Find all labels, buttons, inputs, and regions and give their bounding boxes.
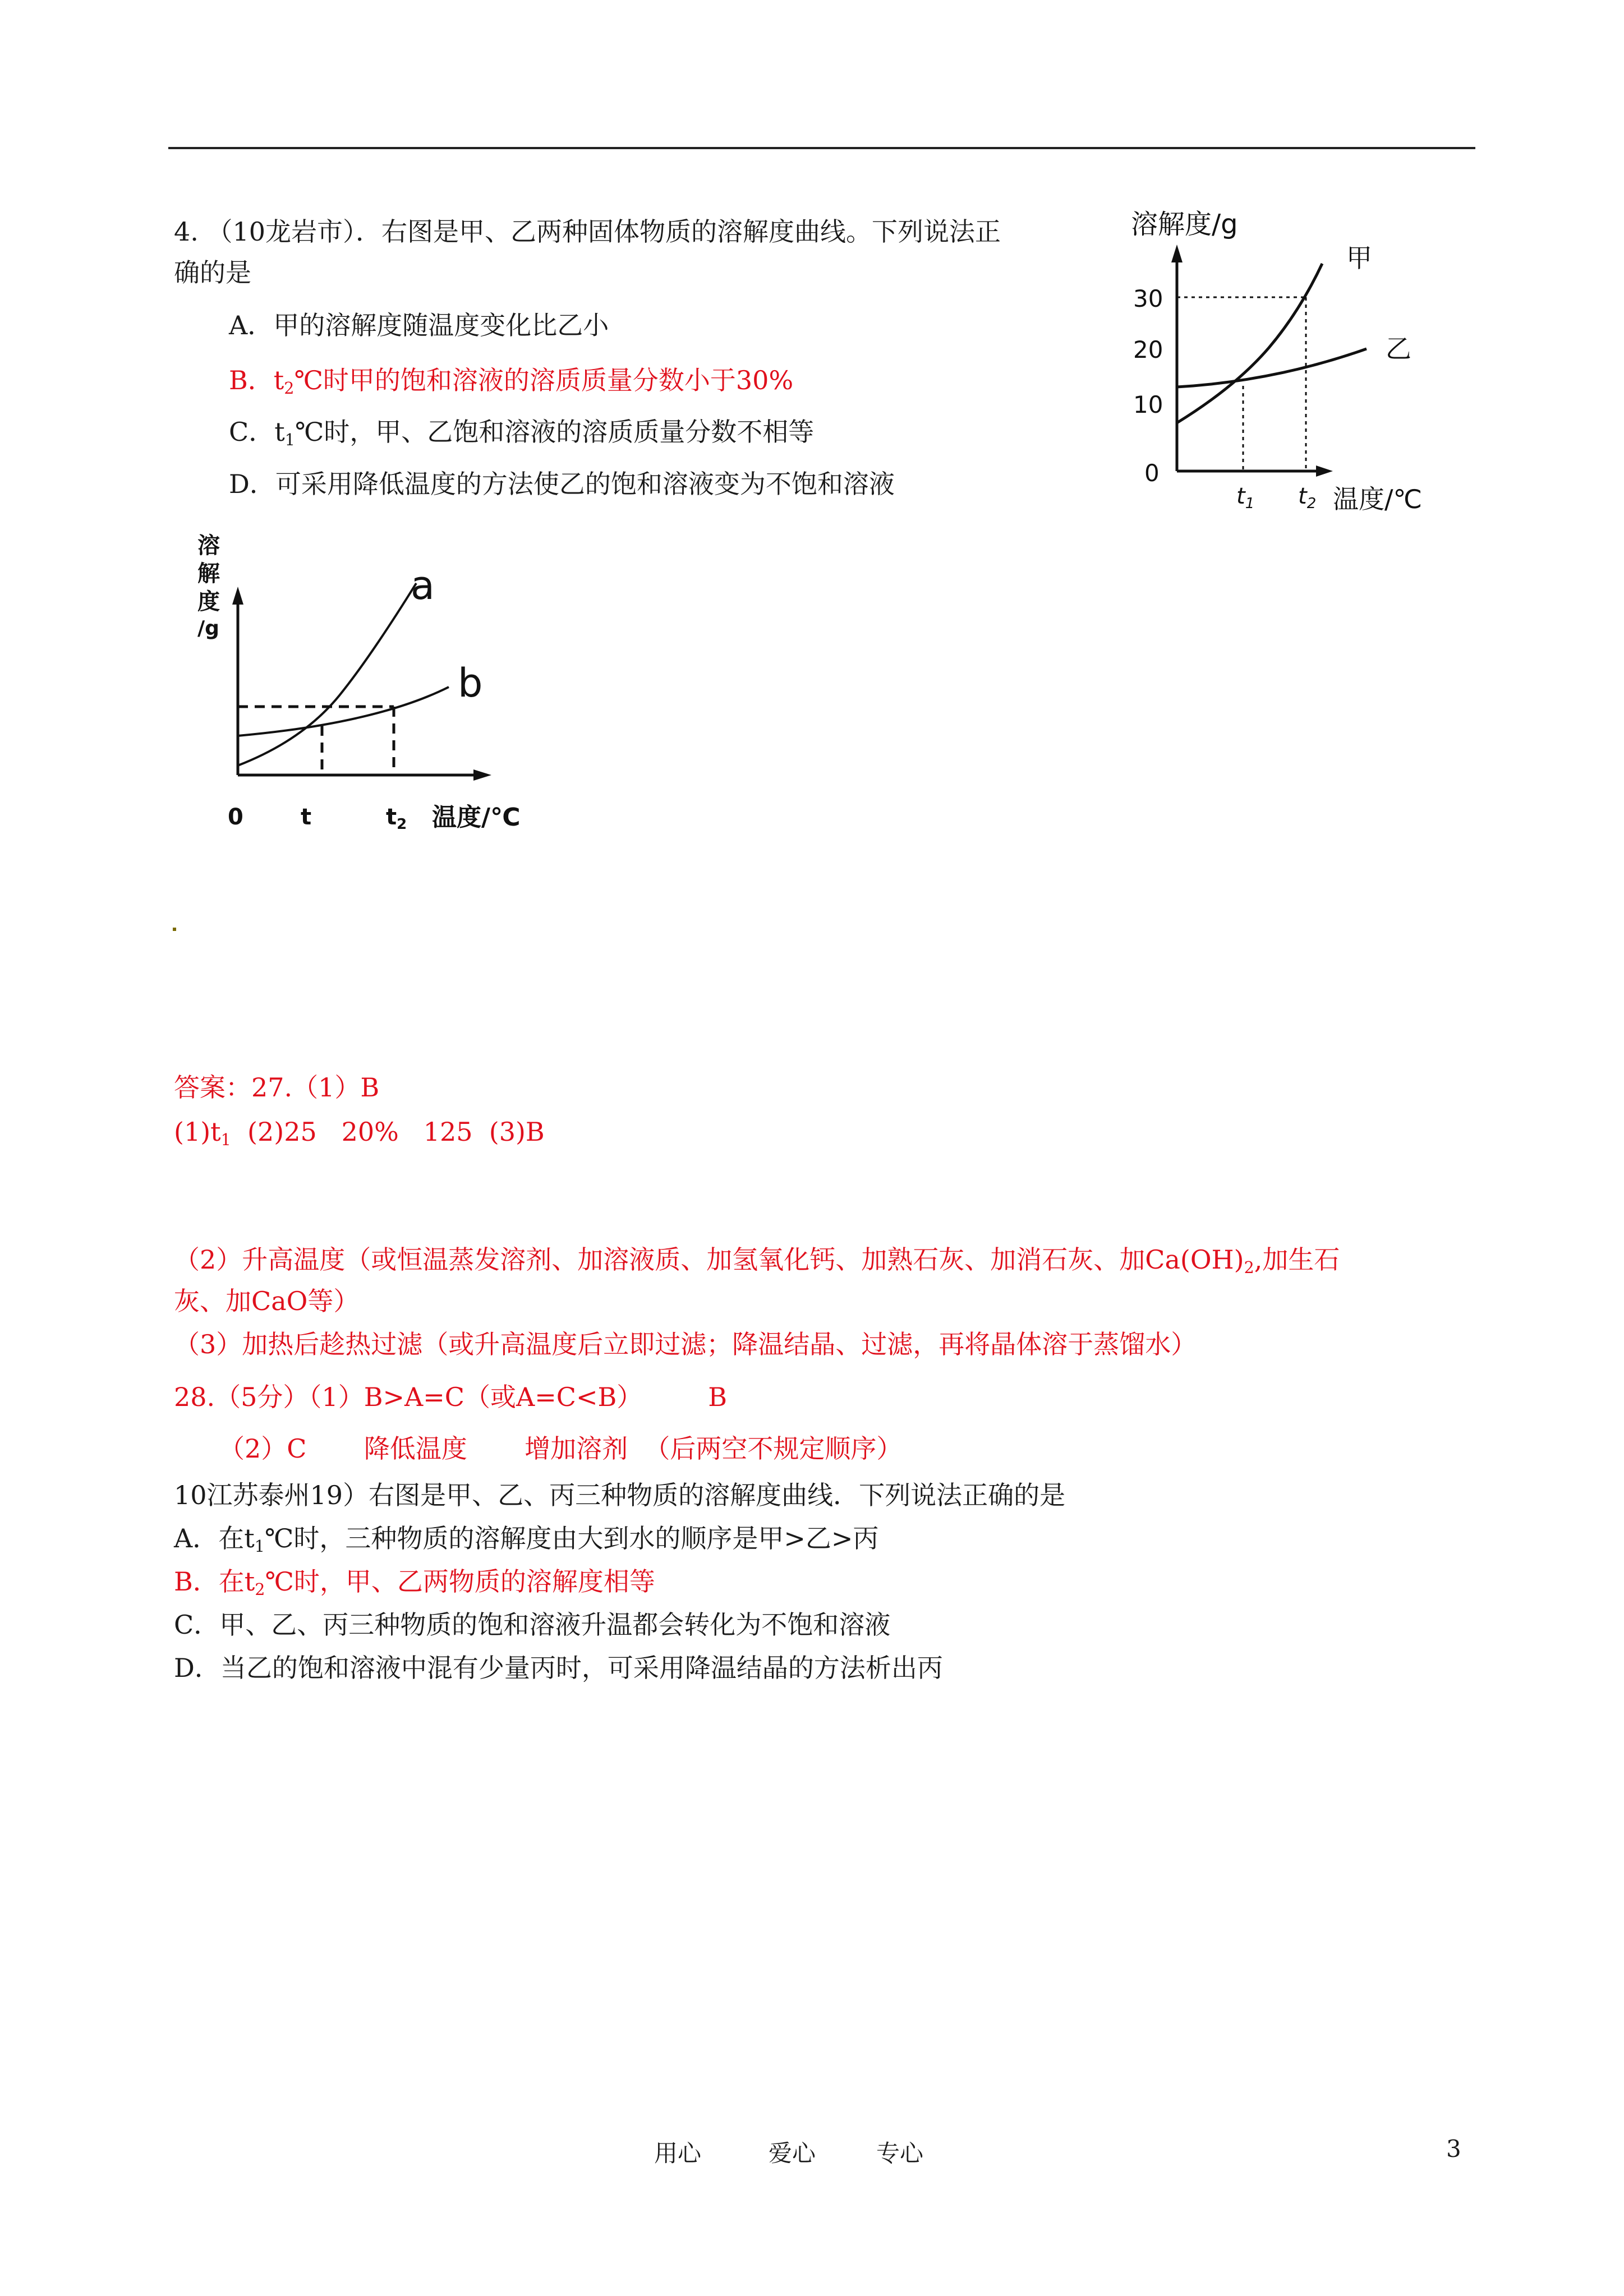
chart2-xlabel: 温度/℃ [432, 803, 521, 832]
page-number: 3 [1446, 2135, 1461, 2163]
q19-option-d: D．当乙的饱和溶液中混有少量丙时，可采用降温结晶的方法析出丙 [174, 1653, 943, 1683]
answer-28-2: （2）C 降低温度 增加溶剂 （后两空不规定顺序） [219, 1433, 903, 1464]
answer-line-2: （2）升高温度（或恒温蒸发溶剂、加溶液质、加氢氧化钙、加熟石灰、加消石灰、加$Ca(OH)_2$,加生石 [174, 1244, 1340, 1277]
chart2-ylabel-4: /g [197, 617, 219, 640]
chart1-ytick-10: 10 [1133, 391, 1163, 418]
header-rule [168, 147, 1475, 149]
q19-stem: 10江苏泰州19）右图是甲、乙、丙三种物质的溶解度曲线．下列说法正确的是 [174, 1480, 1066, 1510]
chart2-xtick-t: t [301, 804, 312, 830]
q4-option-c: C．$t_1℃$时，甲、乙饱和溶液的溶质质量分数不相等 [229, 417, 815, 449]
answer-27-1: 答案：27.（1）B [174, 1072, 380, 1103]
answer-line-2-cont: 灰、加CaO等） [174, 1286, 360, 1316]
chart1-xtick-t2: $t_2$ [1298, 483, 1317, 512]
chart1-xtick-t1: $t_1$ [1236, 483, 1255, 512]
q19-option-b: B．在$t_2℃$时，甲、乙两物质的溶解度相等 [174, 1566, 655, 1599]
chart2-ylabel-3: 度 [197, 589, 220, 615]
q4-option-b: B．$t_2℃$时甲的饱和溶液的溶质质量分数小于30% [229, 365, 794, 398]
chart2-ylabel-1: 溶 [197, 533, 220, 559]
chart2-label-a: a [411, 563, 435, 608]
chart2-xtick-t2: $t_2$ [386, 804, 407, 833]
chart1-label-jia: 甲 [1346, 243, 1372, 273]
q4-option-a: A．甲的溶解度随温度变化比乙小 [229, 310, 609, 340]
answer-27-2: $(1)t_1$ (2)25 20% 125 (3)B [174, 1117, 545, 1149]
footer-slogan-3: 专心 [876, 2140, 924, 2167]
q19-option-a: A．在$t_1℃$时，三种物质的溶解度由大到水的顺序是甲>乙>丙 [174, 1523, 879, 1556]
chart1-origin: 0 [1144, 459, 1160, 487]
stray-dot-mark [173, 928, 176, 931]
answer-line-3: （3）加热后趁热过滤（或升高温度后立即过滤；降温结晶、过滤，再将晶体溶于蒸馏水） [174, 1329, 1197, 1359]
q4-stem-line2: 确的是 [174, 257, 251, 288]
q19-option-c: C．甲、乙、丙三种物质的饱和溶液升温都会转化为不饱和溶液 [174, 1610, 891, 1640]
chart1-ylabel: 溶解度/g [1131, 209, 1238, 240]
solubility-chart-2 [191, 527, 539, 847]
chart2-origin: 0 [228, 804, 243, 830]
chart1-xlabel: 温度/℃ [1333, 484, 1423, 514]
solubility-chart-1 [1129, 208, 1453, 517]
chart2-ylabel-2: 解 [197, 561, 220, 587]
footer-slogan-2: 爱心 [769, 2140, 816, 2167]
q4-stem-line1: 4. （10龙岩市）．右图是甲、乙两种固体物质的溶解度曲线。下列说法正 [174, 216, 1001, 247]
chart1-ytick-20: 20 [1133, 336, 1163, 363]
chart1-ytick-30: 30 [1133, 285, 1163, 312]
answer-28-1: 28.（5分）（1）B>A=C（或A=C<B） B [174, 1382, 728, 1412]
q4-option-d: D．可采用降低温度的方法使乙的饱和溶液变为不饱和溶液 [229, 469, 895, 499]
chart1-label-yi: 乙 [1386, 334, 1411, 364]
chart2-label-b: b [458, 660, 483, 706]
footer-slogan-1: 用心 [654, 2140, 702, 2167]
